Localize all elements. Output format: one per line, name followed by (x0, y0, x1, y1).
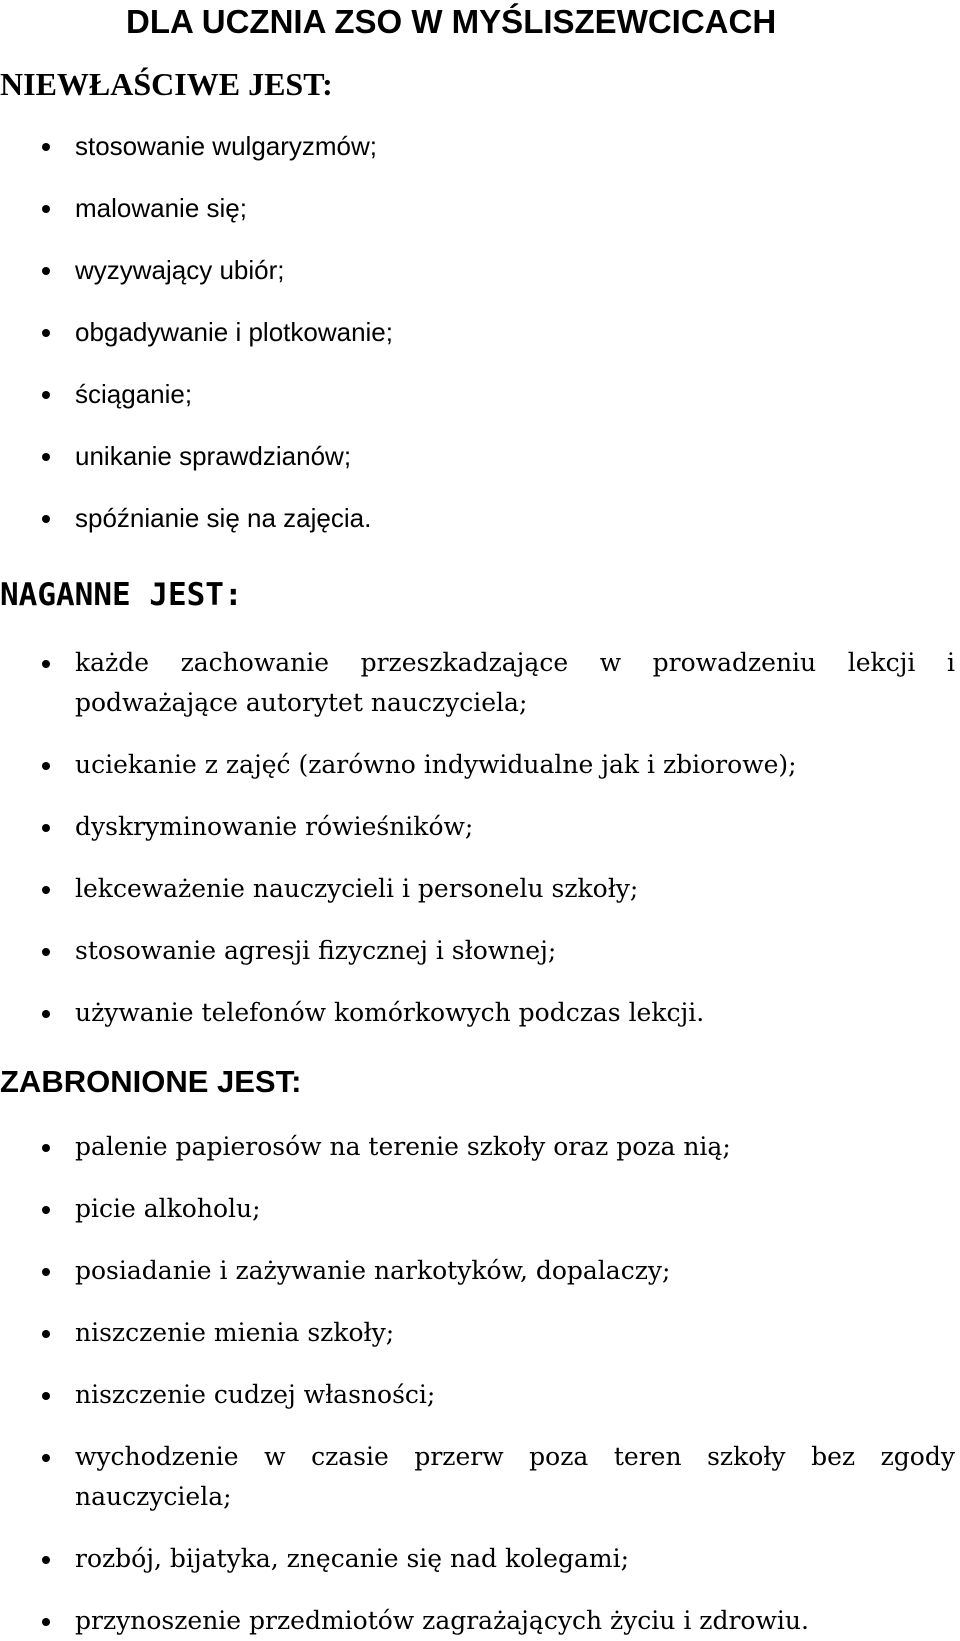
list-item-text: niszczenie mienia szkoły; (75, 1318, 395, 1347)
list-item-text: rozbój, bijatyka, znęcanie się nad kolegami; (75, 1544, 630, 1573)
bullet-icon (42, 824, 50, 832)
section-heading-niewlasciwe: NIEWŁAŚCIWE JEST: (0, 66, 333, 102)
bullet-icon (42, 762, 50, 770)
bullet-icon (42, 1556, 50, 1564)
list-item-text: lekceważenie nauczycieli i personelu szkoły; (75, 874, 639, 903)
bullet-icon (42, 1330, 50, 1338)
list-item (0, 745, 960, 785)
bullet-icon (42, 143, 50, 151)
list-item (0, 1539, 960, 1579)
list-item (0, 993, 960, 1033)
list-item-text: uciekanie z zajęć (zarówno indywidualne jak i zbiorowe); (75, 750, 797, 779)
list-item (0, 1437, 960, 1517)
list-item (0, 1127, 960, 1167)
list-item (0, 1601, 960, 1641)
list-item (0, 1375, 960, 1415)
list-item-text: niszczenie cudzej własności; (75, 1380, 436, 1409)
list-item (0, 1251, 960, 1291)
list-item-text: spóźnianie się na zajęcia. (75, 503, 372, 533)
list-item-text: ściąganie; (75, 379, 193, 409)
list-item-text: wyzywający ubiór; (75, 255, 285, 285)
bullet-icon (42, 1144, 50, 1152)
section-heading-zabronione: ZABRONIONE JEST: (0, 1064, 302, 1099)
bullet-icon (42, 267, 50, 275)
list-item (0, 250, 960, 290)
list-item (0, 436, 960, 476)
list-item-text: stosowanie agresji fizycznej i słownej; (75, 936, 557, 965)
section-heading-naganne: NAGANNE JEST: (0, 577, 243, 613)
list-item-text: każde zachowanie przeszkadzające w prowadzeniu lekcji i podważające autorytet nauczyciela; (75, 648, 955, 717)
list-item (0, 374, 960, 414)
bullet-icon (42, 1206, 50, 1214)
list-item-text: palenie papierosów na terenie szkoły oraz poza nią; (75, 1132, 731, 1161)
bullet-icon (42, 205, 50, 213)
list-item-text: obgadywanie i plotkowanie; (75, 317, 393, 347)
list-item (0, 1313, 960, 1353)
list-item (0, 1189, 960, 1229)
bullet-icon (42, 1268, 50, 1276)
list-item-text: malowanie się; (75, 193, 247, 223)
page-title: DLA UCZNIA ZSO W MYŚLISZEWCICACH (126, 3, 777, 40)
bullet-icon (42, 660, 50, 668)
list-item-text: stosowanie wulgaryzmów; (75, 131, 378, 161)
list-item-text: picie alkoholu; (75, 1194, 261, 1223)
list-item (0, 869, 960, 909)
bullet-icon (42, 1010, 50, 1018)
list-item (0, 498, 960, 538)
list-item-text: używanie telefonów komórkowych podczas lekcji. (75, 998, 705, 1027)
bullet-icon (42, 1454, 50, 1462)
list-item-text: unikanie sprawdzianów; (75, 441, 352, 471)
list-item (0, 188, 960, 228)
list-item (0, 312, 960, 352)
bullet-icon (42, 948, 50, 956)
list-item-text: dyskryminowanie rówieśników; (75, 812, 474, 841)
list-item (0, 126, 960, 166)
list-item-text: wychodzenie w czasie przerw poza teren szkoły bez zgody nauczyciela; (75, 1442, 955, 1511)
list-item-text: posiadanie i zażywanie narkotyków, dopalaczy; (75, 1256, 671, 1285)
bullet-icon (42, 1392, 50, 1400)
bullet-icon (42, 453, 50, 461)
bullet-icon (42, 1618, 50, 1626)
bullet-icon (42, 391, 50, 399)
list-item (0, 643, 960, 723)
bullet-icon (42, 329, 50, 337)
list-item-text: przynoszenie przedmiotów zagrażających życiu i zdrowiu. (75, 1606, 809, 1635)
bullet-icon (42, 886, 50, 894)
bullet-icon (42, 515, 50, 523)
list-item (0, 807, 960, 847)
list-item (0, 931, 960, 971)
